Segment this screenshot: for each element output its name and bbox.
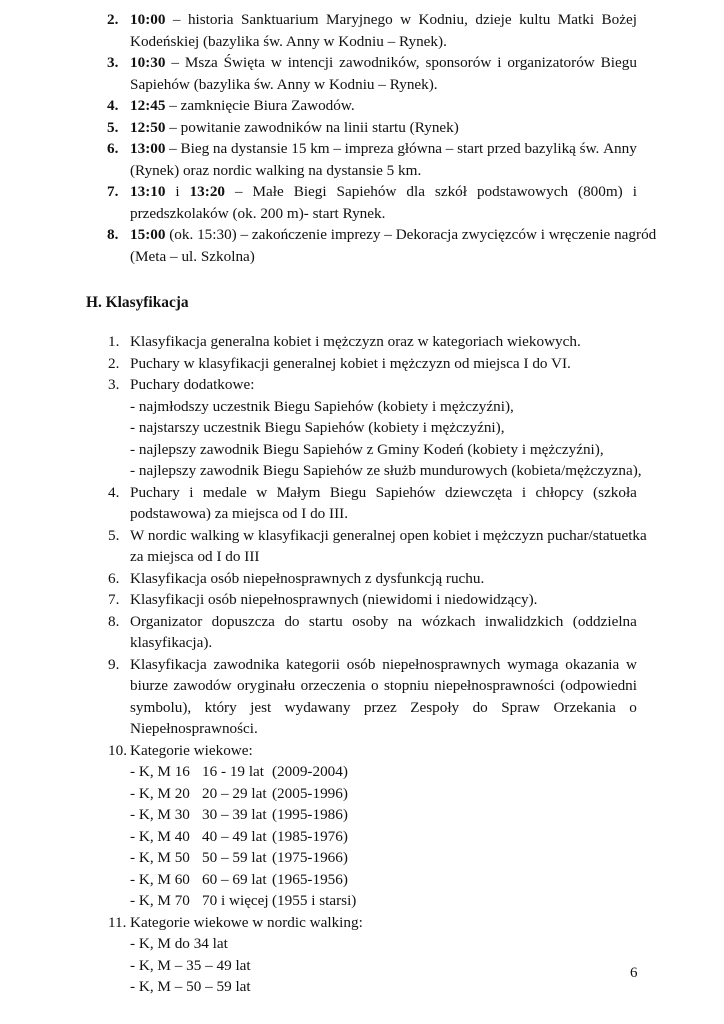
word: jest (250, 698, 272, 716)
word: niepełnosprawności (434, 677, 555, 694)
age-category-code: - K, M 30 (130, 806, 190, 823)
word: w (270, 54, 282, 71)
age-category-years: (1975-1966) (272, 849, 348, 866)
word: który (204, 698, 237, 716)
age-category-range: 50 – 59 lat (202, 849, 267, 866)
word: niepełnosprawnych (382, 655, 501, 673)
word: i (521, 483, 527, 501)
word: orzeczenia (300, 677, 366, 694)
word: – (171, 54, 179, 71)
item-number: 2. (107, 11, 119, 28)
classification-item-9 (130, 654, 637, 675)
word: Bożej (601, 11, 637, 28)
age-category-code: - K, M 50 (130, 849, 190, 866)
word: wymaga (507, 655, 559, 673)
age-category-code: - K, M 40 (130, 827, 190, 845)
word: Klasyfikacja (130, 655, 207, 673)
word: – (445, 140, 454, 157)
word: na (212, 140, 228, 157)
item-number: 6. (108, 569, 120, 587)
word: Anny (603, 140, 637, 157)
word: do (284, 612, 300, 630)
classification-item-4 (130, 482, 637, 503)
item-number: 11. (108, 913, 127, 931)
word: 15 (291, 140, 307, 157)
word: – (169, 140, 177, 157)
age-category-range: 16 - 19 lat (202, 763, 265, 780)
word: Biegu (600, 54, 637, 71)
word: Maryjnego (326, 11, 393, 28)
word: osób (346, 655, 376, 673)
word: wydawany (284, 698, 351, 716)
word: podstawowych (476, 183, 569, 200)
schedule-item-6-line-2: (Rynek) oraz nordic walking na dystansie 5 km. (130, 161, 422, 179)
age-category-code: - K, M 16 (130, 763, 190, 780)
age-category-years: (1955 i starsi) (272, 892, 357, 909)
classification-item-6: Klasyfikacja osób niepełnosprawnych z dysfunkcją ruchu. (130, 569, 485, 587)
schedule-item-7-line-2: przedszkolaków (ok. 200 m)- start Rynek. (130, 204, 386, 222)
sub-item: - najlepszy zawodnik Biegu Sapiehów ze służb mundurowych (kobieta/mężczyzna), (130, 462, 642, 479)
word: do (472, 698, 488, 716)
word: i (632, 183, 637, 200)
sub-item: - K, M – 50 – 59 lat (130, 978, 251, 995)
age-category-years: (1985-1976) (272, 827, 348, 845)
item-number: 8. (107, 226, 119, 243)
schedule-item-5 (107, 117, 118, 138)
word: przez (363, 698, 397, 716)
page-number: 6 (630, 965, 638, 981)
word: symbolu), (130, 698, 192, 716)
word: (szkoła (593, 483, 637, 501)
schedule-item-7-line-1 (130, 181, 637, 202)
sub-item: - K, M – 35 – 49 lat (130, 956, 251, 974)
word: medale (202, 483, 247, 501)
word: (800m) (578, 183, 623, 200)
classification-item-9-line-4: Niepełnosprawności. (130, 720, 258, 737)
classification-item-11: Kategorie wiekowe w nordic walking: (130, 913, 363, 931)
schedule-item-8-line-2: (Meta – ul. Szkolna) (130, 247, 255, 265)
classification-item-4-line-2: podstawowa) za miejsca od I do III. (130, 505, 349, 522)
word: w (626, 655, 637, 673)
age-category-range: 70 i więcej (202, 892, 269, 909)
word: Sapiehów (336, 183, 397, 200)
word: Bieg (180, 140, 210, 157)
age-category-years: (2009-2004) (272, 763, 348, 780)
schedule-item-7 (107, 181, 118, 202)
word: zawodników, (339, 54, 420, 71)
word: stopniu (384, 677, 429, 694)
age-category-range: 30 – 39 lat (202, 806, 267, 823)
age-category-range: 40 – 49 lat (202, 827, 267, 845)
schedule-item-3-line-2: Sapiehów (bazylika św. Anny w Kodniu – Rynek). (130, 75, 438, 93)
schedule-item-4 (107, 95, 118, 116)
item-number: 5. (108, 526, 120, 544)
word: na (397, 612, 413, 630)
word: główna (397, 140, 443, 157)
word: km (310, 140, 330, 157)
word: (odpowiedni (560, 677, 637, 694)
word: osoby (352, 612, 389, 630)
word: Sapiehów (375, 483, 436, 501)
classification-item-5: W nordic walking w klasyfikacji generalnej open kobiet i mężczyzn puchar/statuetka (130, 526, 647, 544)
word: dla (406, 183, 425, 200)
word: – (333, 140, 341, 157)
word: wózkach (421, 612, 476, 630)
item-time-2: 13:20 (189, 183, 226, 200)
item-time: 10:30 (130, 54, 166, 71)
item-text: – zamknięcie Biura Zawodów. (169, 97, 355, 114)
word: o (370, 677, 379, 694)
classification-item-9-line-3 (130, 697, 637, 718)
item-number: 1. (108, 333, 120, 350)
classification-item-8 (130, 611, 637, 632)
schedule-item-8-line-1 (130, 224, 656, 245)
item-number: 7. (107, 183, 119, 200)
age-category-years: (2005-1996) (272, 784, 348, 802)
word: zawodów (173, 677, 232, 694)
word: Biegu (329, 483, 367, 501)
schedule-item-2-line-2: Kodeńskiej (bazylika św. Anny w Kodniu – Rynek). (130, 32, 447, 50)
item-number: 4. (107, 97, 119, 114)
schedule-item-5-line-1 (130, 117, 459, 138)
age-category-code: - K, M 20 (130, 784, 190, 802)
item-number: 5. (107, 118, 119, 136)
item-time: 13:00 (130, 140, 166, 157)
word: startu (308, 612, 343, 630)
item-number: 9. (108, 655, 120, 673)
word: Małym (276, 483, 321, 501)
item-number: 2. (108, 354, 120, 372)
word: w (400, 11, 412, 28)
classification-item-10: Kategorie wiekowe: (130, 741, 253, 759)
item-text: – powitanie zawodników na linii startu (Rynek) (169, 118, 459, 136)
word: dziewczęta (444, 483, 513, 501)
item-time: 12:45 (130, 97, 166, 114)
word: Zespoły (410, 698, 460, 716)
schedule-item-2 (107, 9, 118, 30)
classification-item-3: Puchary dodatkowe: (130, 376, 255, 393)
word: w (256, 483, 268, 501)
word: biurze (130, 677, 168, 694)
schedule-item-2-line-1 (130, 9, 637, 30)
word: inwalidzkich (484, 612, 564, 630)
classification-item-2: Puchary w klasyfikacji generalnej kobiet i mężczyzn od miejsca I do VI. (130, 354, 571, 372)
word: Matki (557, 11, 595, 28)
word: zawodnika (213, 655, 280, 673)
word: Sanktuarium (240, 11, 319, 28)
sub-item: - najlepszy zawodnik Biegu Sapiehów z Gminy Kodeń (kobiety i mężczyźni), (130, 440, 604, 458)
classification-item-9-line-2 (130, 675, 637, 696)
word: Kodniu, (418, 11, 468, 28)
word: organizatorów (507, 54, 595, 71)
item-connector: i (175, 183, 180, 200)
item-number: 4. (108, 483, 120, 501)
age-category-code: - K, M 70 (130, 892, 190, 909)
word: Puchary (130, 483, 180, 501)
classification-item-1: Klasyfikacja generalna kobiet i mężczyzn oraz w kategoriach wiekowych. (130, 333, 581, 350)
word: św. (579, 140, 600, 157)
word: i (189, 483, 194, 501)
item-time: 10:00 (130, 11, 166, 28)
word: chłopcy (535, 483, 584, 501)
item-text: (ok. 15:30) – zakończenie imprezy – Dekoracja zwycięzców i wręczenie nagród (169, 226, 657, 243)
item-time: 12:50 (130, 118, 166, 136)
word: dzieje (475, 11, 512, 28)
item-number: 6. (107, 140, 119, 157)
word: Biegi (293, 183, 327, 200)
item-time: 15:00 (130, 226, 166, 243)
word: impreza (344, 140, 394, 157)
item-number: 3. (107, 54, 119, 71)
word: – (172, 11, 181, 28)
word: historia (187, 11, 234, 28)
word: Małe (252, 183, 284, 200)
word: Orzekania (553, 698, 616, 716)
item-number: 8. (108, 612, 120, 630)
schedule-item-3 (107, 52, 118, 73)
section-heading: H. Klasyfikacja (86, 294, 189, 311)
age-category-range: 20 – 29 lat (202, 784, 267, 802)
word: dystansie (231, 140, 288, 157)
age-category-code: - K, M 60 (130, 870, 190, 888)
classification-item-7: Klasyfikacji osób niepełnosprawnych (niewidomi i niedowidzący). (130, 591, 538, 608)
schedule-item-8 (107, 224, 118, 245)
word: sponsorów (425, 54, 492, 71)
word: (oddzielna (572, 612, 637, 630)
word: kategorii (286, 655, 341, 673)
word: o (629, 698, 637, 716)
word: dopuszcza (211, 612, 275, 630)
word: oryginału (237, 677, 296, 694)
item-number: 7. (108, 591, 120, 608)
item-time: 13:10 (130, 183, 166, 200)
sub-item: - K, M do 34 lat (130, 935, 228, 952)
schedule-item-6 (107, 138, 118, 159)
sub-item: - najmłodszy uczestnik Biegu Sapiehów (kobiety i mężczyźni), (130, 397, 514, 415)
word: intencji (287, 54, 334, 71)
word: start (457, 140, 484, 157)
word: przed (487, 140, 521, 157)
word: Święta (223, 54, 265, 71)
classification-item-5-line-2: za miejsca od I do III (130, 548, 260, 565)
word: bazyliką (524, 140, 576, 157)
word: – (234, 183, 243, 200)
age-category-years: (1965-1956) (272, 870, 348, 888)
word: Msza (184, 54, 218, 71)
word: Organizator (130, 612, 203, 630)
sub-item: - najstarszy uczestnik Biegu Sapiehów (kobiety i mężczyźni), (130, 419, 505, 436)
item-number: 10. (108, 741, 127, 759)
word: kultu (519, 11, 551, 28)
age-category-range: 60 – 69 lat (202, 870, 267, 888)
word: szkół (434, 183, 467, 200)
classification-item-8-line-2: klasyfikacja). (130, 634, 213, 651)
word: i (497, 54, 502, 71)
schedule-item-4-line-1 (130, 95, 355, 116)
word: okazania (565, 655, 620, 673)
schedule-item-6-line-1 (130, 138, 637, 159)
item-number: 3. (108, 376, 120, 393)
age-category-years: (1995-1986) (272, 806, 348, 823)
word: Spraw (501, 698, 541, 716)
schedule-item-3-line-1 (130, 52, 637, 73)
